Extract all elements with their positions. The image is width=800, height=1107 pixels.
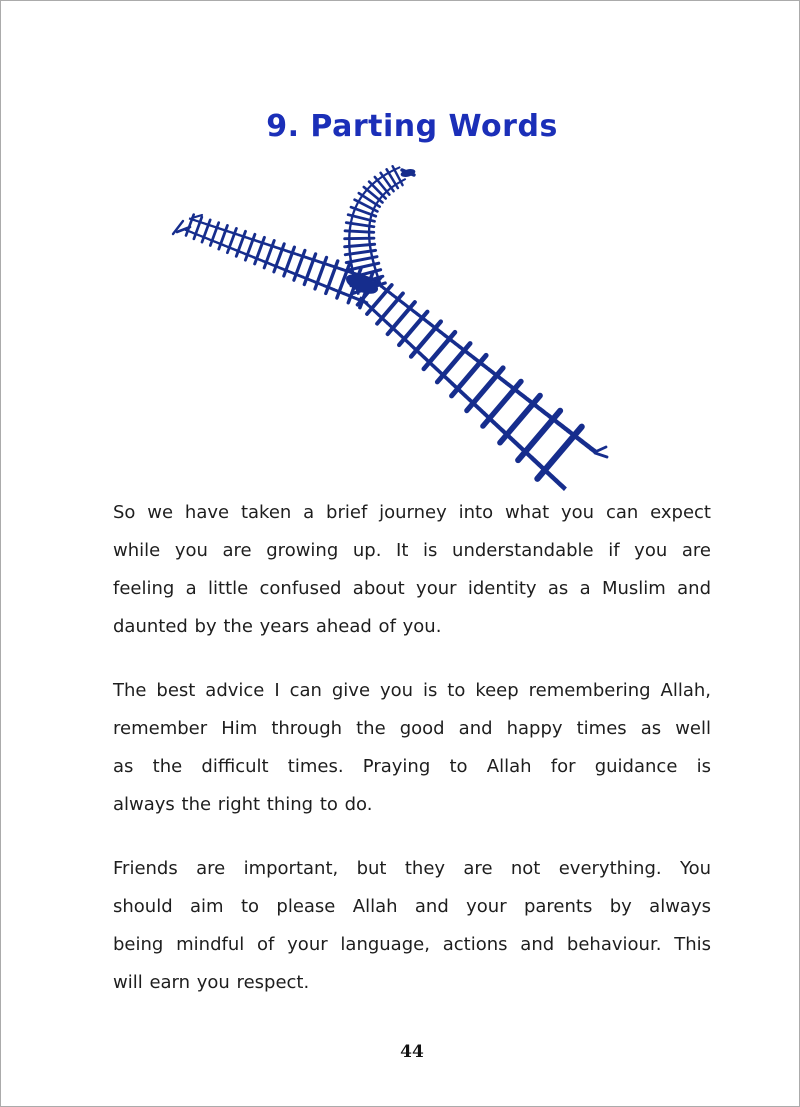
text-line: feeling a little confused about your identity as a Muslim and — [113, 578, 711, 599]
text-line: So we have taken a brief journey into what you can expect — [113, 502, 711, 523]
rail-fork — [595, 447, 606, 452]
text-line: while you are growing up. It is understandable if you are — [113, 540, 711, 561]
chapter-title: 9. Parting Words — [266, 109, 558, 144]
text-line: Friends are important, but they are not everything. You — [113, 858, 711, 879]
track-tie — [369, 182, 386, 199]
text-line: remember Him through the good and happy times as well — [113, 718, 711, 739]
text-line: should aim to please Allah and your parents by always — [113, 896, 711, 917]
page-number: 44 — [400, 1042, 424, 1062]
track-main-branch — [358, 277, 599, 491]
track-tie — [345, 238, 374, 239]
track-tie — [364, 187, 383, 203]
text-line: daunted by the years ahead of you. — [113, 616, 442, 637]
text-line: as the difficult times. Praying to Allah for guidance is — [113, 756, 711, 777]
track-tie — [345, 231, 374, 233]
rail-fork — [595, 453, 607, 457]
track-tie — [375, 177, 390, 195]
paragraph — [113, 850, 711, 1002]
track-rail — [359, 296, 567, 491]
text-line: being mindful of your language, actions and behaviour. This — [113, 934, 711, 955]
text-line: The best advice I can give you is to keep remembering Allah, — [113, 680, 711, 701]
railroad-tracks-illustration — [1, 1, 800, 501]
text-line: always the right thing to do. — [113, 794, 373, 815]
paragraph — [113, 672, 711, 824]
body-paragraphs — [113, 494, 711, 1028]
text-line: will earn you respect. — [113, 972, 310, 993]
track-rail — [373, 280, 598, 455]
track-junction — [173, 168, 607, 457]
paragraph — [113, 494, 711, 646]
track-tie — [537, 427, 581, 479]
